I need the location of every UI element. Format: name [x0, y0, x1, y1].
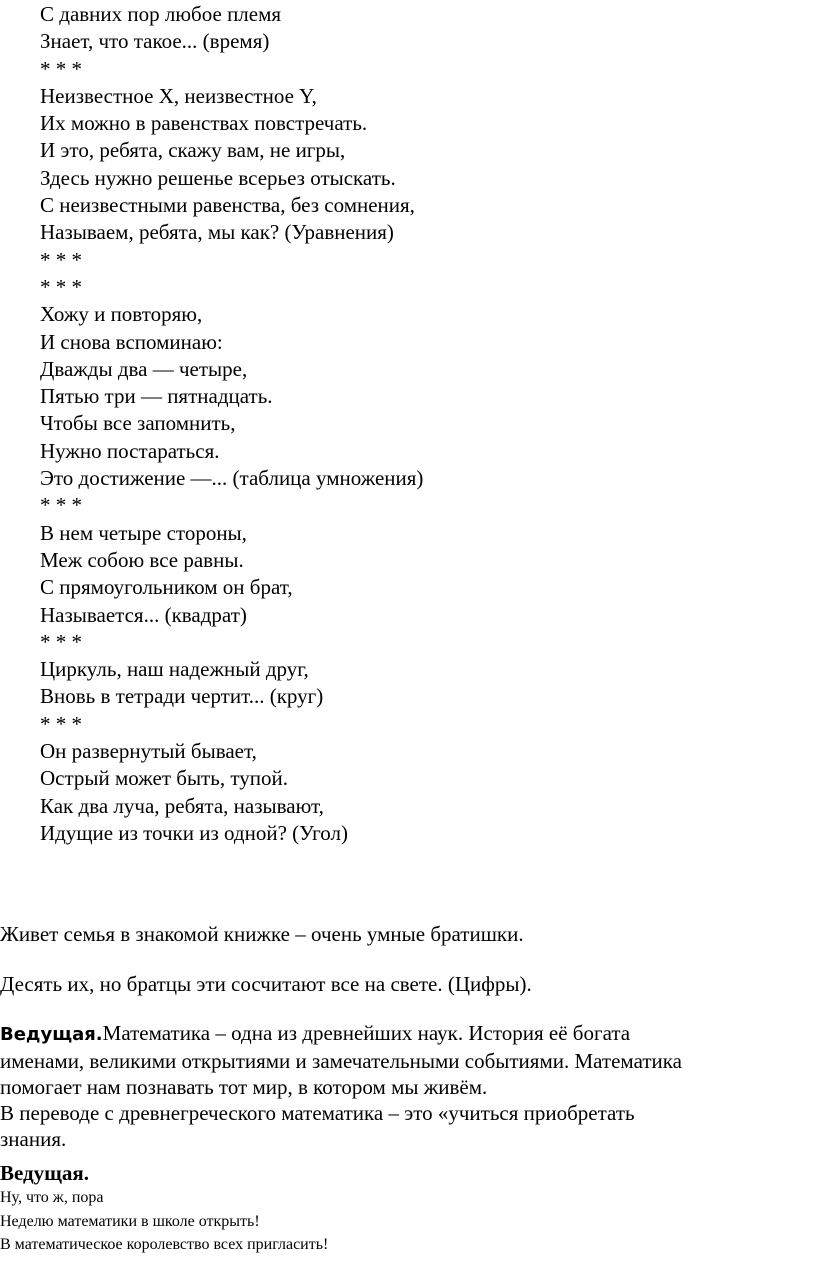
poem-line: Это достижение —... (таблица умножения)	[40, 466, 424, 491]
host-closing-line: Неделю математики в школе открыть!	[0, 1212, 260, 1230]
host-paragraph-line: именами, великими открытиями и замечательными событиями. Математика	[0, 1049, 682, 1073]
poem-line: Пятью три — пятнадцать.	[40, 384, 273, 409]
poem-separator: * * *	[40, 274, 82, 299]
poem-line: Вновь в тетради чертит... (круг)	[40, 684, 324, 709]
riddle-line-1: Живет семья в знакомой книжке – очень умные братишки.	[0, 922, 524, 946]
host-paragraph	[0, 1020, 810, 1152]
poem-line: И это, ребята, скажу вам, не игры,	[40, 138, 346, 163]
poem-line: Идущие из точки из одной? (Угол)	[40, 820, 348, 845]
poem-separator: * * *	[40, 711, 82, 736]
poem-line: Меж собою все равны.	[40, 547, 244, 572]
riddle-line-2: Десять их, но братцы эти сосчитают все на свете. (Цифры).	[0, 972, 532, 996]
poem-separator: * * *	[40, 629, 82, 654]
host-paragraph-line: помогает нам познавать тот мир, в котором мы живём.	[0, 1075, 488, 1099]
poem-line: Неизвестное X, неизвестное Y,	[40, 83, 317, 108]
poem-line: С давних пор любое племя	[40, 2, 282, 26]
poem-separator: * * *	[40, 247, 82, 272]
host-paragraph-line: знания.	[0, 1127, 67, 1151]
poem-line: Называется... (квадрат)	[40, 602, 247, 627]
poem-line: Острый может быть, тупой.	[40, 766, 288, 791]
host-label: Ведущая.	[0, 1024, 103, 1045]
poem-line: Знает, что такое... (время)	[40, 29, 270, 54]
poem-line: В нем четыре стороны,	[40, 520, 247, 545]
poem-line: Здесь нужно решенье всерьез отыскать.	[40, 165, 396, 190]
poem-separator: * * *	[40, 493, 82, 518]
poem-line: Циркуль, наш надежный друг,	[40, 657, 309, 682]
poem-line: Их можно в равенствах повстречать.	[40, 111, 368, 136]
poem-line: С прямоугольником он брат,	[40, 575, 293, 600]
host-text: Математика – одна из древнейших наук. История её богата	[102, 1021, 631, 1045]
poem-line: Как два луча, ребята, называют,	[40, 793, 324, 818]
host-closing-line: Ну, что ж, пора	[0, 1189, 104, 1206]
poem-line: Чтобы все запомнить,	[40, 411, 236, 436]
poem-block	[40, 1, 423, 847]
host-closing-block	[0, 1160, 328, 1257]
poem-line: Он развернутый бывает,	[40, 739, 257, 764]
poem-line: Дважды два — четыре,	[40, 356, 248, 381]
poem-line: Называем, ребята, мы как? (Уравнения)	[40, 220, 394, 245]
poem-separator: * * *	[40, 56, 82, 81]
host-label: Ведущая.	[0, 1161, 90, 1185]
poem-line: С неизвестными равенства, без сомнения,	[40, 193, 415, 218]
host-paragraph-line: В переводе с древнегреческого математика – это «учиться приобретать	[0, 1101, 635, 1125]
poem-line: Хожу и повторяю,	[40, 302, 203, 327]
host-closing-line: В математическое королевство всех пригласить!	[0, 1236, 329, 1253]
host-paragraph-line	[0, 1020, 810, 1048]
poem-line: И снова вспоминаю:	[40, 329, 223, 354]
poem-line: Нужно постараться.	[40, 438, 220, 463]
